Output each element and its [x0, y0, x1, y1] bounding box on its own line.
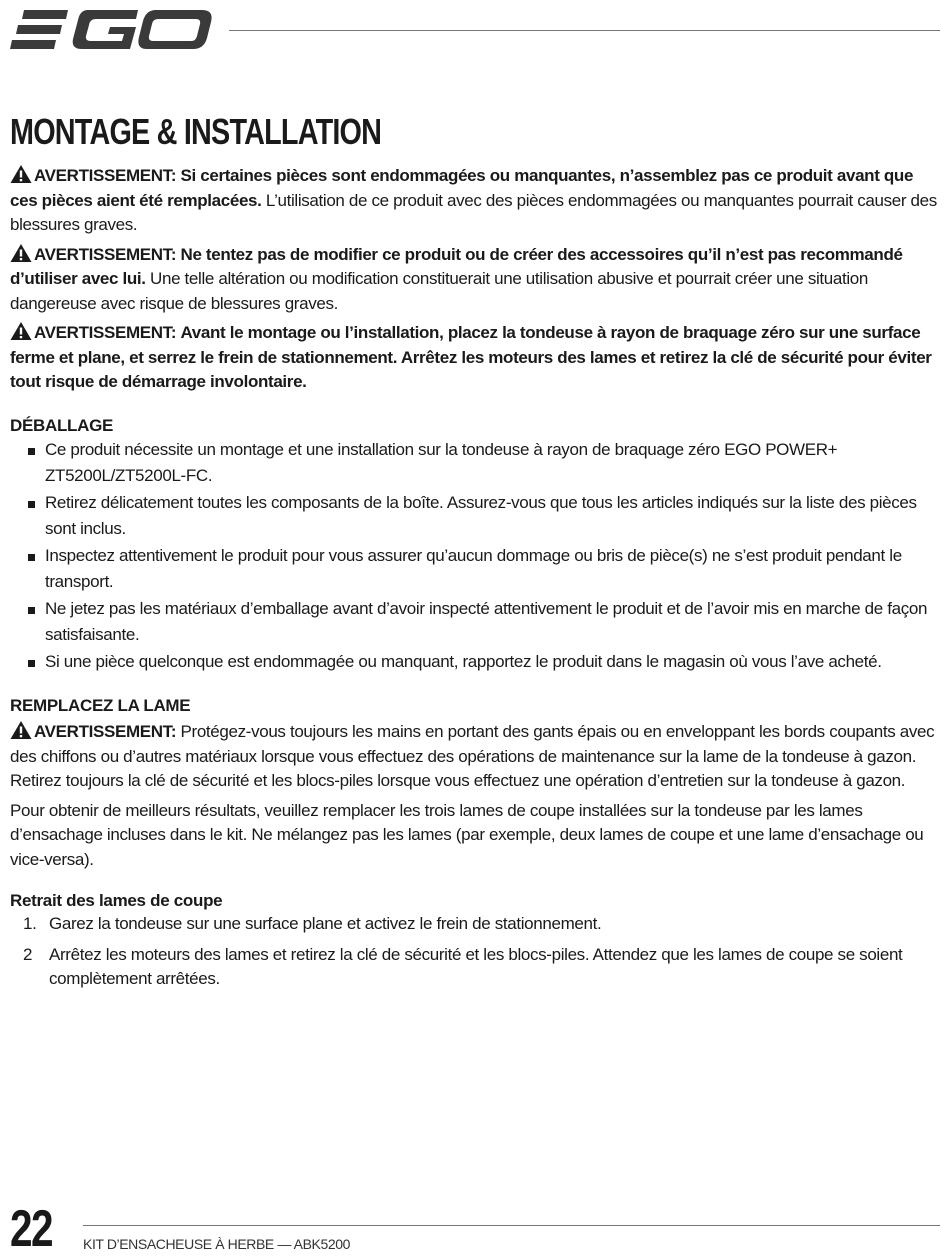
page-number: 22	[10, 1200, 52, 1258]
list-item-text: Retirez délicatement toutes les composants de la boîte. Assurez-vous que tous les articles indiqués sur la liste des pièces sont inclus.	[45, 492, 917, 538]
list-item-text: Si une pièce quelconque est endommagée ou manquant, rapportez le produit dans le magasin où vous l’ave acheté.	[45, 651, 882, 671]
body-paragraph: Pour obtenir de meilleurs résultats, veuillez remplacer les trois lames de coupe installées sur la tondeuse par les lames d’ensachage incluses dans le kit. Ne mélangez pas les lames (par exemple, deux lames de coupe et une lame d’ensachage ou vice-versa).	[10, 800, 924, 869]
list-item	[10, 596, 942, 649]
bullet-square-icon	[28, 501, 35, 508]
list-item	[10, 437, 942, 490]
list-item	[10, 649, 942, 676]
section-heading-remplacez: REMPLACEZ LA LAME	[10, 696, 191, 715]
warning-label: AVERTISSEMENT:	[34, 244, 177, 264]
ego-logo	[10, 8, 212, 52]
bullet-square-icon	[28, 448, 35, 455]
warning-triangle-icon	[10, 720, 32, 740]
warning-paragraph	[10, 164, 942, 238]
footer-rule	[83, 1225, 940, 1226]
warning-bold-text: Ne tentez pas de modifier ce produit ou de créer des accessoires qu’il n’est pas recommandé d’utiliser avec lui.	[10, 244, 903, 288]
list-item	[10, 490, 942, 543]
footer-text: KIT D’ENSACHEUSE À HERBE — ABK5200	[83, 1236, 351, 1252]
list-item-text: Ne jetez pas les matériaux d’emballage avant d’avoir inspecté attentivement le produit et de l’avoir mis en marche de façon satisfaisante.	[45, 598, 928, 644]
warning-triangle-icon	[10, 321, 32, 341]
section-heading-deballage: DÉBALLAGE	[10, 415, 114, 435]
bullet-square-icon	[28, 607, 35, 614]
page-title: MONTAGE & INSTALLATION	[10, 111, 382, 152]
step-text: Arrêtez les moteurs des lames et retirez la clé de sécurité et les blocs-piles. Attendez que les lames de coupe se soient complètement arrêtées.	[49, 944, 903, 988]
header-rule	[229, 30, 940, 31]
warning-paragraph	[10, 321, 942, 395]
step-text: Garez la tondeuse sur une surface plane et activez le frein de stationnement.	[49, 914, 602, 933]
step-item	[10, 943, 942, 992]
list-item	[10, 543, 942, 596]
bullet-square-icon	[28, 660, 35, 667]
bullet-square-icon	[28, 554, 35, 561]
warning-label: AVERTISSEMENT:	[34, 323, 177, 342]
warning-text: Protégez-vous toujours les mains en portant des gants épais ou en enveloppant les bords coupants avec des chiffons ou d’autres matériaux lorsque vous effectuez des opérations de maintenance sur la lame de la tondeuse à gazon. Retirez toujours la clé de sécurité et les blocs-piles lorsque vous effectuez une opération d’entretien sur la tondeuse à gazon.	[10, 722, 935, 790]
warning-text: Une telle altération ou modification constituerait une utilisation abusive et pourrait créer une situation dangereuse avec risque de blessures graves.	[10, 269, 868, 313]
subsection-heading-retrait: Retrait des lames de coupe	[10, 891, 223, 910]
step-number: 2	[23, 944, 33, 964]
warning-paragraph	[10, 243, 942, 317]
step-number: 1.	[23, 914, 37, 933]
warning-label: AVERTISSEMENT:	[34, 166, 177, 185]
page-content	[10, 112, 942, 998]
step-item	[10, 912, 942, 937]
list-item-text: Inspectez attentivement le produit pour vous assurer qu’aucun dommage ou bris de pièce(s) ne s’est produit pendant le transport.	[45, 545, 902, 591]
warning-label: AVERTISSEMENT:	[34, 722, 177, 741]
list-item-text: Ce produit nécessite un montage et une installation sur la tondeuse à rayon de braquage zéro EGO POWER+ ZT5200L/ZT5200L-FC.	[45, 439, 838, 485]
warning-triangle-icon	[10, 164, 32, 184]
warning-bold-text: Si certaines pièces sont endommagées ou manquantes, n’assemblez pas ce produit avant que ces pièces aient été remplacées.	[10, 166, 914, 210]
warning-triangle-icon	[10, 243, 32, 263]
warning-text: L’utilisation de ce produit avec des pièces endommagées ou manquantes pourrait causer des blessures graves.	[10, 190, 937, 234]
retrait-steps	[10, 912, 942, 992]
deballage-list	[10, 437, 942, 676]
warning-bold-text: Avant le montage ou l’installation, placez la tondeuse à rayon de braquage zéro sur une surface ferme et plane, et serrez le frein de stationnement. Arrêtez les moteurs des lames et retirez la clé de sécurité pour éviter tout risque de démarrage involontaire.	[10, 323, 932, 391]
warning-paragraph	[10, 720, 942, 794]
